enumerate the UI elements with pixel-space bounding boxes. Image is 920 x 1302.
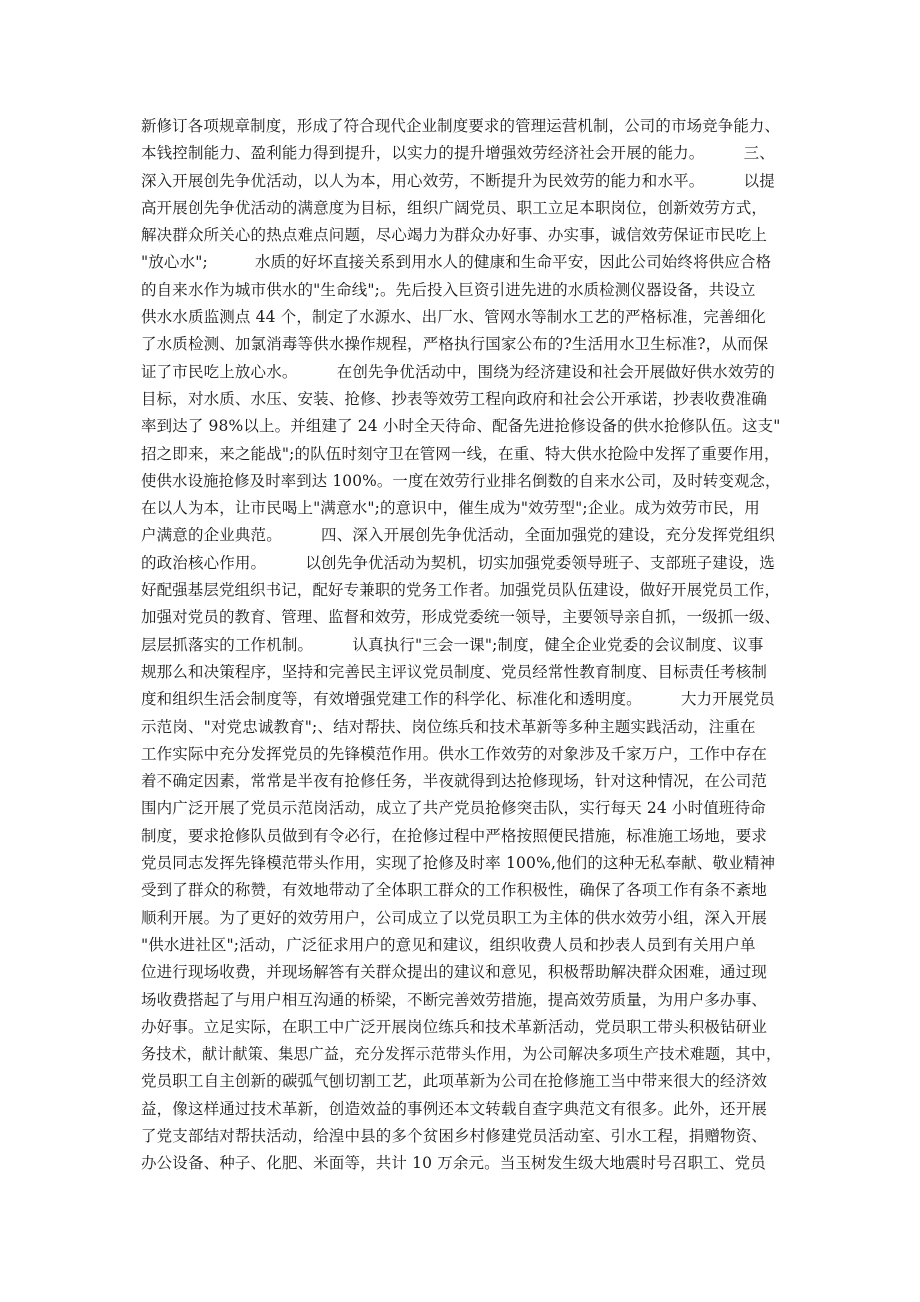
text-line: 务技术，献计献策、集思广益，充分发挥示范带头作用，为公司解决多项生产技术难题，其中，	[141, 1045, 782, 1064]
text-line: 工作实际中充分发挥党员的先锋模范作用。供水工作效劳的对象涉及千家万户，工作中存在	[141, 744, 768, 763]
text-line: "放心水"; 水质的好坏直接关系到用水人的健康和生命平安，因此公司始终将供应合格	[141, 253, 772, 272]
text-line: 规那么和决策程序，坚持和完善民主评议党员制度、党员经常性教育制度、目标责任考核制	[141, 662, 768, 681]
text-line: 率到达了 98%以上。并组建了 24 小时全天待命、配备先进抢修设备的供水抢修队伍。这支"	[141, 417, 781, 436]
text-line: 办好事。立足实际，在职工中广泛开展岗位练兵和技术革新活动，党员职工带头积极钻研业	[141, 1017, 768, 1036]
text-line: 解决群众所关心的热点难点问题，尽心竭力为群众办好事、办实事，诚信效劳保证市民吃上	[141, 226, 768, 245]
text-line: 目标，对水质、水压、安装、抢修、抄表等效劳工程向政府和社会公开承诺，抄表收费准确	[141, 389, 768, 408]
text-line: 了党支部结对帮扶活动，给湟中县的多个贫困乡村修建党员活动室、引水工程，捐赠物资、	[141, 1126, 768, 1145]
text-line: 深入开展创先争优活动，以人为本，用心效劳，不断提升为民效劳的能力和水平。 以提	[141, 171, 775, 190]
text-line: 的自来水作为城市供水的"生命线";。先后投入巨资引进先进的水质检测仪器设备，共设立	[141, 280, 756, 299]
text-line: "供水进社区";活动，广泛征求用户的意见和建议，组织收费人员和抄表人员到有关用户单	[141, 935, 756, 954]
text-line: 供水水质监测点 44 个，制定了水源水、出厂水、管网水等制水工艺的严格标准，完善细化	[141, 308, 766, 327]
text-line: 的政治核心作用。 以创先争优活动为契机，切实加强党委领导班子、支部班子建设，选	[141, 553, 775, 572]
text-line: 益，像这样通过技术革新，创造效益的事例还本文转载自查字典范文有很多。此外，还开展	[141, 1099, 768, 1118]
text-line: 受到了群众的称赞，有效地带动了全体职工群众的工作积极性，确保了各项工作有条不紊地	[141, 881, 768, 900]
text-line: 着不确定因素，常常是半夜有抢修任务，半夜就得到达抢修现场，针对这种情况，在公司范	[141, 772, 768, 791]
text-line: 好配强基层党组织书记，配好专兼职的党务工作者。加强党员队伍建设，做好开展党员工作，	[141, 581, 781, 600]
text-line: 顺利开展。为了更好的效劳用户，公司成立了以党员职工为主体的供水效劳小组，深入开展	[141, 908, 768, 927]
text-line: 户满意的企业典范。 四、深入开展创先争优活动，全面加强党的建设，充分发挥党组织	[141, 526, 775, 545]
text-line: 位进行现场收费，并现场解答有关群众提出的建议和意见，积极帮助解决群众困难，通过现	[141, 963, 768, 982]
text-line: 使供水设施抢修及时率到达 100%。一度在效劳行业排名倒数的自来水公司，及时转变观念，	[141, 471, 781, 490]
text-line: 党员同志发挥先锋模范带头作用，实现了抢修及时率 100%,他们的这种无私奉献、敬业精神	[141, 854, 776, 873]
text-line: 场收费搭起了与用户相互沟通的桥梁，不断完善效劳措施，提高效劳质量，为用户多办事、	[141, 990, 768, 1009]
text-line: 围内广泛开展了党员示范岗活动，成立了共产党员抢修突击队，实行每天 24 小时值班待命	[141, 799, 766, 818]
text-line: 度和组织生活会制度等，有效增强党建工作的科学化、标准化和透明度。 大力开展党员	[141, 690, 775, 709]
text-line: 本钱控制能力、盈利能力得到提升，以实力的提升增强效劳经济社会开展的能力。 三、	[141, 144, 775, 163]
text-line: 了水质检测、加氯消毒等供水操作规程，严格执行国家公布的?生活用水卫生标准?，从而保	[141, 335, 769, 354]
text-line: 示范岗、"对党忠诚教育";、结对帮扶、岗位练兵和技术革新等多种主题实践活动，注重在	[141, 717, 756, 736]
text-line: 党员职工自主创新的碳弧气刨切割工艺，此项革新为公司在抢修施工当中带来很大的经济效	[141, 1072, 768, 1091]
text-line: 制度，要求抢修队员做到有令必行，在抢修过程中严格按照便民措施，标准施工场地，要求	[141, 826, 768, 845]
text-line: 层层抓落实的工作机制。 认真执行"三会一课";制度，健全企业党委的会议制度、议事	[141, 635, 764, 654]
text-line: 证了市民吃上放心水。 在创先争优活动中，围绕为经济建设和社会开展做好供水效劳的	[141, 362, 775, 381]
text-line: 加强对党员的教育、管理、监督和效劳，形成党委统一领导，主要领导亲自抓，一级抓一级、	[141, 608, 781, 627]
text-line: 在以人为本，让市民喝上"满意水";的意识中，催生成为"效劳型";企业。成为效劳市民，用	[141, 499, 760, 518]
text-line: 高开展创先争优活动的满意度为目标，组织广阔党员、职工立足本职岗位，创新效劳方式，	[141, 198, 768, 217]
text-line: 办公设备、种子、化肥、米面等，共计 10 万余元。当玉树发生级大地震时号召职工、党员	[141, 1154, 766, 1173]
text-line: 招之即来，来之能战";的队伍时刻守卫在管网一线，在重、特大供水抢险中发挥了重要作用，	[141, 444, 780, 463]
text-line: 新修订各项规章制度，形成了符合现代企业制度要求的管理运营机制，公司的市场竞争能力、	[141, 117, 781, 135]
body-text	[141, 113, 781, 1178]
